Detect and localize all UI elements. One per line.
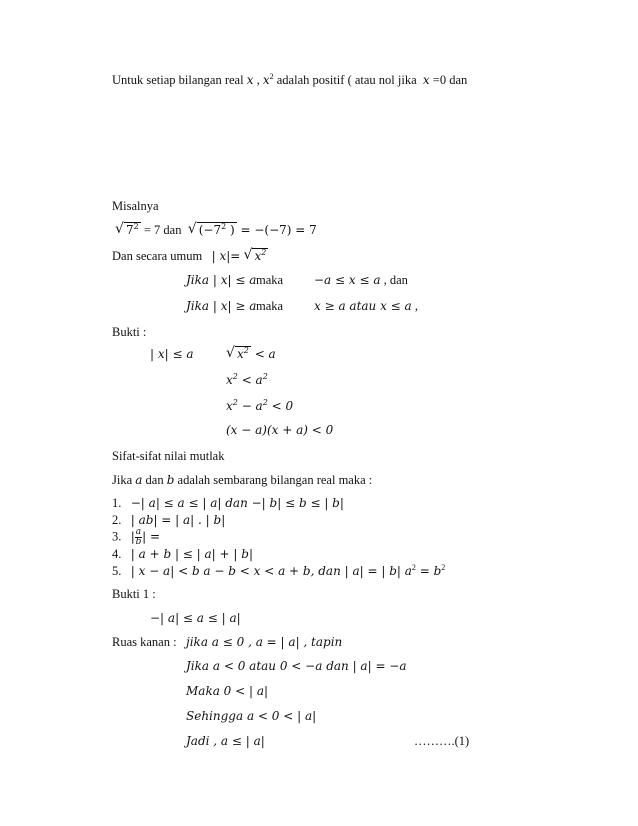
- rule-1: [186, 272, 256, 288]
- x-squared-exp: 2: [269, 72, 274, 81]
- rule-2: [186, 298, 256, 314]
- sifat-item-2: 2. | ab| = | a| . | b|: [112, 513, 226, 527]
- rule-1-maka: maka: [256, 273, 284, 287]
- sqrt-7-squared: √ $7^2$: [115, 222, 141, 238]
- bukti-step-2: $x^2 < a^2$: [226, 372, 268, 387]
- sqrt-x-squared: √ $x^2$: [243, 248, 268, 264]
- sqrt-neg7-squared: √ ($-7^2$ ): [188, 222, 237, 238]
- intro-cond-rest: =0 dan: [429, 73, 468, 87]
- sifat-intro: Jika a dan b adalah sembarang bilangan real maka :: [112, 473, 373, 487]
- bukti1-label: Bukti 1 :: [112, 587, 156, 601]
- bukti-step-1: √ $x^2 < a$: [226, 346, 276, 362]
- x-squared-base: x: [262, 73, 270, 87]
- fraction-a-over-b: $\frac{a}{b}$: [135, 527, 142, 547]
- equation-ref: ……….(1): [414, 734, 470, 748]
- bukti-lhs: | x| ≤ a: [150, 347, 194, 361]
- example-mid: = 7 dan: [140, 223, 182, 237]
- sifat-item-3: 3. | $\frac{a}{b}$ | =: [112, 527, 161, 547]
- example-rhs: = −(−7) = 7: [236, 223, 317, 237]
- ruas-line-5: Jadi , a ≤ | a|: [186, 734, 265, 748]
- bukti-label: Bukti :: [112, 325, 147, 339]
- intro-text: Untuk setiap bilangan real: [112, 73, 244, 87]
- rule-1-expr: −a ≤ x ≤ a , dan: [314, 273, 408, 287]
- intro-rest: adalah positif ( atau nol jika: [273, 73, 417, 87]
- bukti-step-4: (x − a)(x + a) < 0: [226, 423, 334, 437]
- sifat-item-5: 5. | x − a| < b a − b < x < a + b, dan | a| = | b| $a^2 = b^2$: [112, 563, 446, 578]
- sifat-title: Sifat-sifat nilai mutlak: [112, 449, 225, 463]
- bukti1-statement: −| a| ≤ a ≤ | a|: [150, 611, 241, 625]
- intro-cond-var: x: [422, 73, 430, 87]
- sifat-item-4: 4. | a + b | ≤ | a| + | b|: [112, 547, 253, 561]
- intro-line: [112, 72, 467, 88]
- misalnya-label: Misalnya: [112, 199, 159, 213]
- var-x: x: [246, 73, 254, 87]
- ruas-line-3: Maka 0 < | a|: [186, 684, 269, 698]
- sifat-item-1: 1. −| a| ≤ a ≤ | a| dan −| b| ≤ b ≤ | b|: [112, 496, 344, 510]
- umum-prefix: Dan secara umum: [112, 249, 203, 263]
- rule-2-expr: x ≥ a atau x ≤ a ,: [314, 299, 418, 313]
- rule-2-maka: maka: [256, 299, 284, 313]
- misalnya-examples: [115, 222, 317, 238]
- umum-line: [112, 248, 268, 264]
- rule2-jika: Jika | x| ≥ a: [186, 299, 257, 313]
- ruas-label: Ruas kanan :: [112, 635, 177, 649]
- ruas-line-1: jika a ≤ 0 , a = | a| , tapin: [186, 635, 343, 649]
- rule1-jika: Jika | x| ≤ a: [186, 273, 257, 287]
- ruas-line-4: Sehingga a < 0 < | a|: [186, 709, 317, 723]
- umum-abs: | x|=: [211, 249, 241, 263]
- ruas-line-2: Jika a < 0 atau 0 < −a dan | a| = −a: [186, 659, 407, 673]
- bukti-step-3: $x^2 - a^2 < 0$: [226, 398, 294, 413]
- intro-comma: ,: [253, 73, 260, 87]
